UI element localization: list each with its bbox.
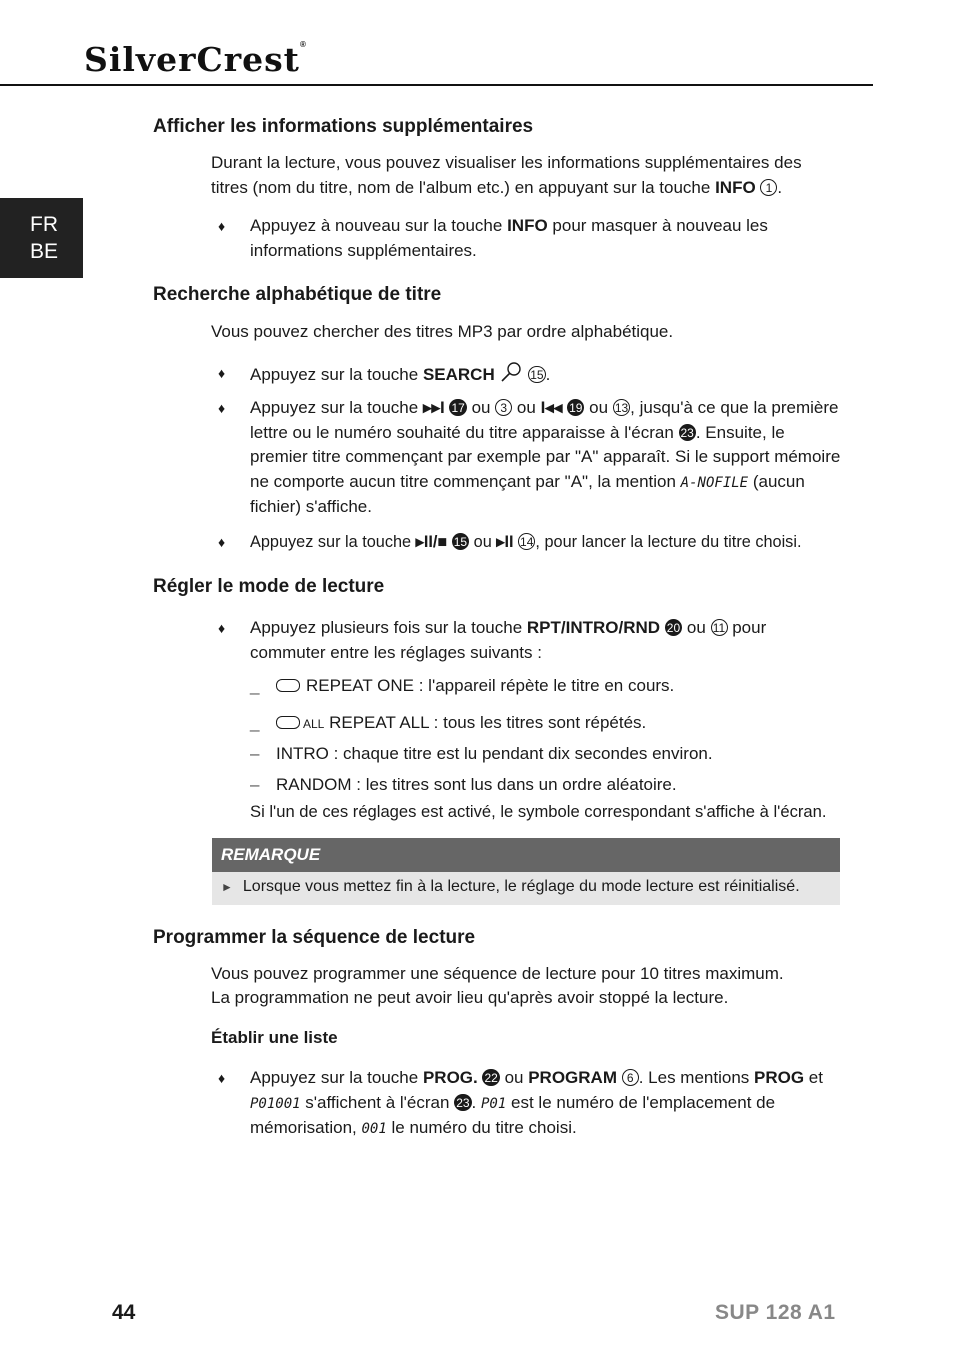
heading-mode: Régler le mode de lecture — [153, 576, 385, 597]
ref-number: 14 — [520, 535, 534, 549]
info-paragraph: Durant la lecture, vous pouvez visualiser les informations supplémentaires des titres (nom du titre, nom de l'album etc.) en appuyant sur la touche INFO 1 . — [211, 153, 802, 197]
language-code-fr: FR — [30, 213, 58, 236]
language-code-be: BE — [30, 240, 59, 263]
repeat-icon — [276, 679, 300, 692]
heading-info: Afficher les informations supplémentaires — [153, 116, 534, 137]
arrow-right-icon: ► — [221, 880, 233, 894]
ref-number: 19 — [569, 401, 583, 415]
bullet-icon: ♦ — [218, 365, 226, 381]
list-item: ♦ Appuyez sur la touche SEARCH 15 . — [218, 361, 843, 388]
ref-number: 17 — [451, 401, 465, 415]
play-pause-stop-icon: ▸II/■ — [415, 533, 448, 551]
heading-program: Programmer la séquence de lecture — [153, 927, 476, 948]
bullet-icon: ♦ — [218, 218, 226, 234]
lcd-text: P01001 — [250, 1095, 301, 1112]
ref-number: 11 — [711, 619, 728, 636]
option-random: – RANDOM : les titres sont lus dans un ordre aléatoire. — [250, 775, 677, 794]
search-intro: Vous pouvez chercher des titres MP3 par ordre alphabétique. — [211, 322, 674, 341]
list-item: ♦ Appuyez à nouveau sur la touche INFO pour masquer à nouveau les informations supplémentaires. — [218, 216, 768, 260]
model-number: SUP 128 A1 — [715, 1301, 836, 1324]
ref-number: 20 — [666, 621, 681, 635]
language-tab — [0, 198, 83, 278]
brand-logo: SilverCrest® — [84, 40, 307, 79]
bullet-icon: ♦ — [218, 1070, 226, 1086]
option-intro: – INTRO : chaque titre est lu pendant dix secondes environ. — [250, 744, 713, 763]
list-item: ♦ Appuyez sur la touche PROG. 22 ou PROGRAM 6 . Les mentions PROG et P01001 s'affichent à l'écran 23 . P01 est le numéro de l'emplacement de mémorisation, 001 le numéro du titre choisi. — [218, 1068, 823, 1137]
subheading-list: Établir une liste — [211, 1028, 338, 1047]
option-repeat-all: _ ALL REPEAT ALL : tous les titres sont répétés. — [250, 713, 647, 732]
header-rule — [0, 84, 873, 86]
repeat-all-icon — [276, 716, 300, 729]
program-line2: La programmation ne peut avoir lieu qu'après avoir stoppé la lecture. — [211, 988, 729, 1007]
ref-number: 6 — [622, 1069, 639, 1086]
list-item: ♦ Appuyez sur la touche ▸▸I 17 ou 3 ou I◂◂ 19 ou 13 , jusqu'à ce que la première lettre ou le numéro souhaité du titre apparaisse à l'écran 23 . Ensuite, le premier titre commençant par exemple par "A" apparaît. Si le support mémoire ne comporte aucun titre commençant par "A", la mention A-NOFILE (aucun fichier) s'affiche. — [218, 398, 841, 516]
next-track-icon: ▸▸I — [422, 398, 445, 417]
page-number: 44 — [112, 1301, 136, 1324]
bullet-icon: ♦ — [218, 400, 226, 416]
play-pause-icon: ▸II — [496, 533, 514, 551]
note-title: REMARQUE — [212, 838, 840, 872]
list-item: ♦ Appuyez plusieurs fois sur la touche RPT/INTRO/RND 20 ou 11 pour commuter entre les réglages suivants : — [218, 618, 767, 662]
bullet-icon: ♦ — [218, 620, 226, 636]
heading-search: Recherche alphabétique de titre — [153, 284, 442, 305]
ref-number: 1 — [760, 179, 777, 196]
ref-number: 15 — [530, 368, 544, 382]
bullet-icon: ♦ — [218, 534, 226, 550]
list-item: ♦ Appuyez sur la touche ▸II/■ 15 ou ▸II 14 , pour lancer la lecture du titre choisi. — [218, 530, 843, 555]
program-line1: Vous pouvez programmer une séquence de lecture pour 10 titres maximum. — [211, 964, 784, 983]
mode-closing: Si l'un de ces réglages est activé, le symbole correspondant s'affiche à l'écran. — [250, 802, 827, 821]
ref-number: 22 — [484, 1071, 498, 1085]
ref-number: 13 — [614, 401, 629, 415]
lcd-text: 001 — [361, 1121, 387, 1137]
ref-number: 23 — [680, 425, 694, 440]
ref-number: 15 — [453, 535, 468, 549]
search-magnifier-icon — [499, 361, 523, 383]
ref-number: 3 — [495, 399, 512, 416]
option-repeat-one: _ REPEAT ONE : l'appareil répète le titre en cours. — [250, 676, 675, 695]
previous-track-icon: I◂◂ — [540, 398, 563, 417]
lcd-text: P01 — [481, 1095, 507, 1112]
lcd-text: A-NOFILE — [680, 474, 749, 491]
ref-number: 23 — [456, 1095, 470, 1110]
note-body: ► Lorsque vous mettez fin à la lecture, le réglage du mode lecture est réinitialisé. — [212, 872, 840, 905]
